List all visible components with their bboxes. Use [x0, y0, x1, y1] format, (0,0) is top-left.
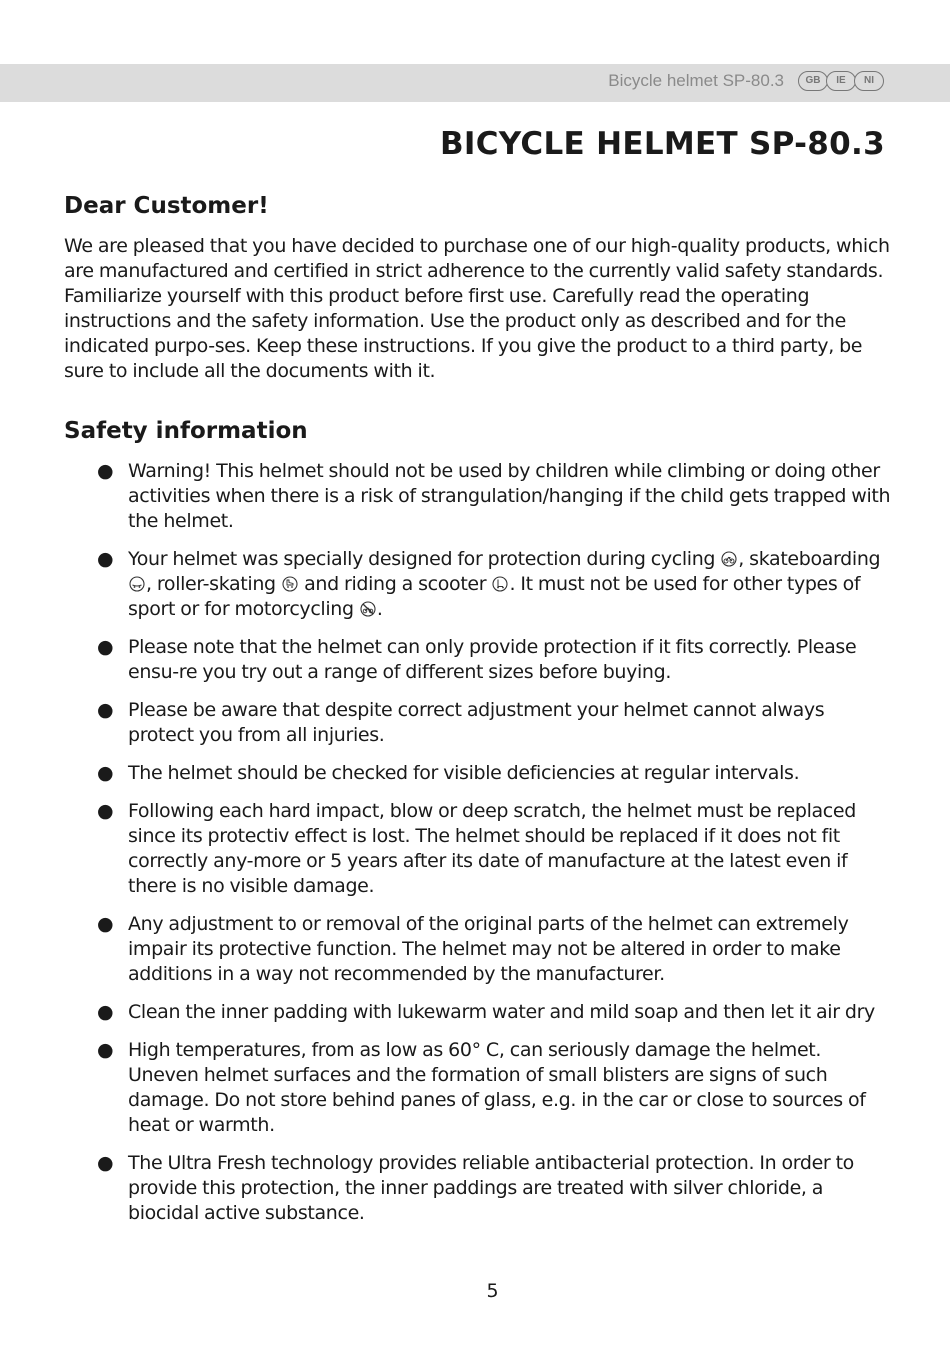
- skateboard-icon: [129, 576, 145, 592]
- no-motorcycle-icon: [360, 601, 376, 617]
- bullet-icon: ●: [97, 1039, 114, 1061]
- bullet-icon: ●: [97, 762, 114, 784]
- bullet-icon: ●: [97, 460, 114, 482]
- roller-skate-icon: [282, 576, 298, 592]
- list-item: ● Warning! This helmet should not be used by children while climbing or doing other activities when there is a risk of strangulation/hanging if the child gets trapped with the helmet.: [97, 460, 891, 532]
- scooter-icon: [492, 576, 508, 592]
- bicycle-icon: [721, 551, 737, 567]
- page-number: 5: [486, 1280, 499, 1302]
- country-badges: [800, 71, 884, 91]
- country-badge-ie: IE: [826, 71, 856, 91]
- list-item: ● Please note that the helmet can only provide protection if it fits correctly. Please ensu-re you try out a range of different sizes before buying.: [97, 636, 857, 683]
- list-item: ● The helmet should be checked for visible deficiencies at regular intervals.: [97, 762, 800, 784]
- bullet-icon: ●: [97, 1001, 114, 1023]
- intro-paragraph: We are pleased that you have decided to purchase one of our high-quality products, which are manufactured and certified in strict adherence to the currently valid safety standards. Familiarize yourself with this product before first use. Carefully read the operating instructions and the safety information. Use the product only as described and for the indicated purpo-ses. Keep these instructions. If you give the product to a third party, be sure to include all the documents with it.: [64, 235, 890, 382]
- list-item: ● Following each hard impact, blow or deep scratch, the helmet must be replaced since its protectiv effect is lost. The helmet should be replaced if it does not fit correctly any-more or 5 years after its date of manufacture at the latest even if there is no visible damage.: [97, 800, 856, 897]
- page-title: BICYCLE HELMET SP-80.3: [439, 126, 885, 162]
- intro-heading: Dear Customer!: [64, 193, 269, 219]
- bullet-icon: ●: [97, 699, 114, 721]
- list-item: ● The Ultra Fresh technology provides reliable antibacterial protection. In order to provide this protection, the inner paddings are treated with silver chloride, a biocidal active substance.: [97, 1152, 854, 1224]
- bullet-icon: ●: [97, 548, 114, 570]
- bullet-icon: ●: [97, 1152, 114, 1174]
- country-badge-gb: GB: [798, 71, 828, 91]
- bullet-icon: ●: [97, 636, 114, 658]
- list-item: ● Clean the inner padding with lukewarm water and mild soap and then let it air dry: [97, 1001, 875, 1023]
- bullet-icon: ●: [97, 800, 114, 822]
- safety-list: [64, 459, 894, 1239]
- country-badge-ni: NI: [854, 71, 884, 91]
- list-item: ● Your helmet was specially designed for protection during cycling , skateboarding , roller-skating and riding a scooter . It must not be used for other types of sport or for motorcycling .: [97, 548, 881, 620]
- list-item: ● High temperatures, from as low as 60° C, can seriously damage the helmet. Uneven helmet surfaces and the formation of small blisters are signs of such damage. Do not store behind panes of glass, e.g. in the car or close to sources of heat or warmth.: [97, 1039, 866, 1136]
- running-title: Bicycle helmet SP-80.3: [608, 71, 784, 90]
- list-item: ● Any adjustment to or removal of the original parts of the helmet can extremely impair its protective function. The helmet may not be altered in order to make additions in a way not recommended by the manufacturer.: [97, 913, 849, 985]
- running-header: [608, 71, 884, 91]
- safety-heading: Safety information: [64, 418, 308, 444]
- bullet-icon: ●: [97, 913, 114, 935]
- list-item: ● Please be aware that despite correct adjustment your helmet cannot always protect you from all injuries.: [97, 699, 825, 746]
